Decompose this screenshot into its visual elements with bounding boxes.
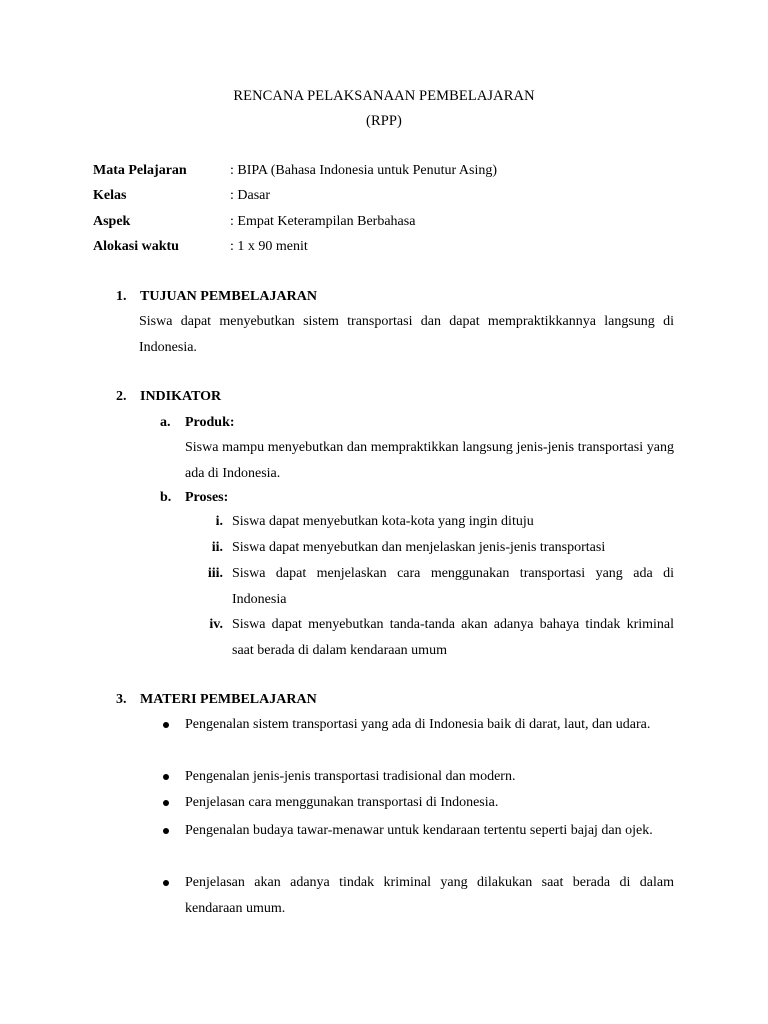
item-number: ii. [211, 540, 223, 555]
section-number: 3. [116, 692, 127, 707]
subsection-heading-process [160, 488, 228, 508]
product-indicator-text: Siswa mampu menyebutkan dan mempraktikkan langsung jenis-jenis transportasi yang ada di Indonesia. [185, 440, 674, 481]
item-text: Pengenalan sistem transportasi yang ada di Indonesia baik di darat, laut, dan udara. [185, 717, 651, 732]
bullet-icon [163, 880, 169, 886]
material-list-item [160, 764, 674, 790]
item-text: Penjelasan cara menggunakan transportasi di Indonesia. [185, 795, 499, 810]
bullet-icon [163, 774, 169, 780]
bullet-icon [163, 800, 169, 806]
meta-value: : Empat Keterampilan Berbahasa [230, 214, 416, 229]
process-indicator-item [196, 535, 674, 561]
meta-row-subject [93, 161, 497, 181]
section-number: 1. [116, 289, 127, 304]
meta-label: Alokasi waktu [93, 239, 179, 254]
item-text: Siswa dapat menyebutkan dan menjelaskan jenis-jenis transportasi [232, 540, 606, 555]
subsection-letter: a. [160, 415, 171, 430]
subsection-title: Proses: [185, 490, 229, 505]
item-text: Siswa dapat menjelaskan cara menggunakan transportasi yang ada di Indonesia [232, 566, 674, 607]
bullet-icon [163, 722, 169, 728]
section-heading-objectives [116, 287, 317, 307]
item-text: Pengenalan jenis-jenis transportasi tradisional dan modern. [185, 769, 516, 784]
material-list-item [160, 870, 674, 922]
section-number: 2. [116, 389, 127, 404]
item-text: Siswa dapat menyebutkan kota-kota yang ingin dituju [232, 514, 534, 529]
item-text: Pengenalan budaya tawar-menawar untuk kendaraan tertentu seperti bajaj dan ojek. [185, 823, 653, 838]
material-list-item [160, 790, 674, 816]
meta-value: : BIPA (Bahasa Indonesia untuk Penutur Asing) [230, 163, 498, 178]
meta-label: Kelas [93, 188, 127, 203]
bullet-icon [163, 828, 169, 834]
subsection-title: Produk: [185, 415, 235, 430]
document-subtitle: (RPP) [366, 113, 402, 129]
subsection-letter: b. [160, 490, 172, 505]
section-heading-indicators [116, 387, 221, 407]
meta-label: Mata Pelajaran [93, 163, 187, 178]
meta-value: : 1 x 90 menit [230, 239, 308, 254]
process-indicator-item [196, 561, 674, 612]
item-text: Penjelasan akan adanya tindak kriminal yang dilakukan saat berada di dalam kendaraan umum. [185, 875, 674, 916]
section-heading-materials [116, 690, 317, 710]
meta-row-class [93, 186, 270, 206]
meta-row-aspect [93, 212, 415, 232]
section-title: MATERI PEMBELAJARAN [140, 692, 317, 707]
subsection-heading-product [160, 413, 235, 433]
document-title: RENCANA PELAKSANAAN PEMBELAJARAN [233, 88, 535, 104]
meta-value: : Dasar [230, 188, 271, 203]
item-text: Siswa dapat menyebutkan tanda-tanda akan adanya bahaya tindak kriminal saat berada di dalam kendaraan umum [232, 617, 674, 658]
material-list-item [160, 818, 674, 844]
item-number: i. [215, 514, 223, 529]
meta-label: Aspek [93, 214, 131, 229]
process-indicator-item [196, 509, 674, 535]
material-list-item [160, 712, 674, 738]
item-number: iv. [209, 617, 223, 632]
objectives-text: Siswa dapat menyebutkan sistem transportasi dan dapat mempraktikkannya langsung di Indonesia. [139, 314, 674, 355]
meta-row-time [93, 237, 308, 257]
process-indicator-item [196, 612, 674, 663]
section-title: INDIKATOR [140, 389, 222, 404]
item-number: iii. [207, 566, 223, 581]
section-title: TUJUAN PEMBELAJARAN [140, 289, 317, 304]
